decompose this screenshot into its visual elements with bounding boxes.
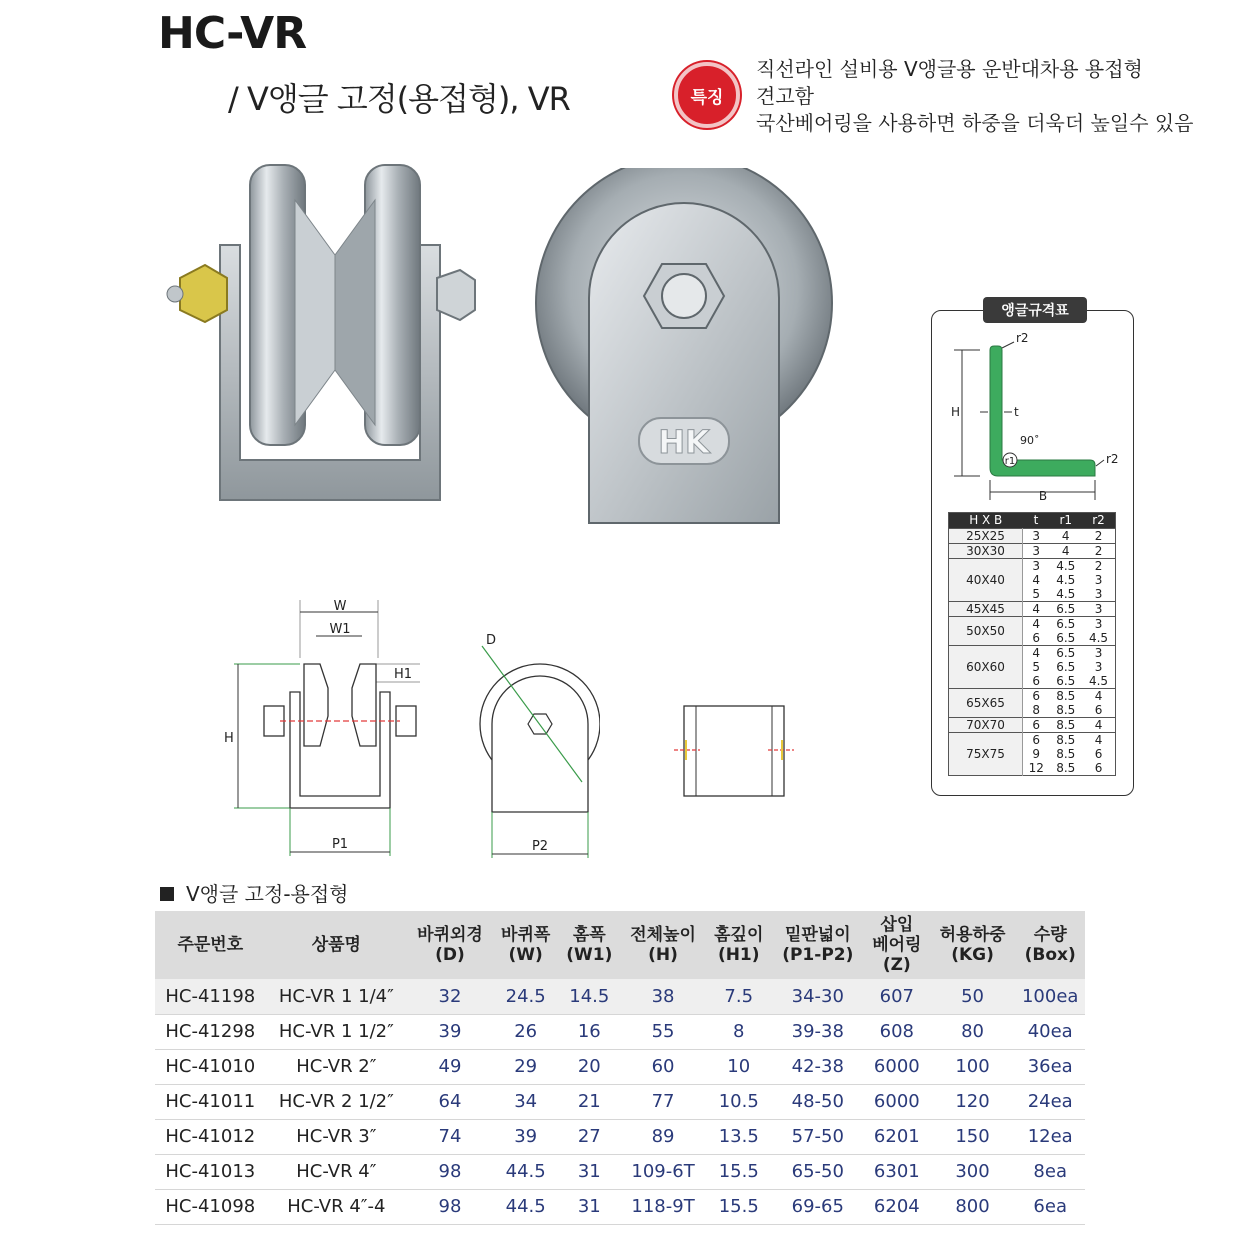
angle-value-cell: 3 bbox=[1082, 646, 1115, 661]
angle-spec-table bbox=[948, 512, 1116, 776]
angle-t-label: t bbox=[1014, 405, 1019, 419]
angle-value-cell: 2 bbox=[1082, 529, 1115, 544]
product-col-header-line: (D) bbox=[435, 945, 465, 965]
product-value-cell: 6000 bbox=[864, 1049, 930, 1084]
section-title-text: V앵글 고정-용접형 bbox=[186, 882, 349, 906]
angle-col-header: r2 bbox=[1082, 513, 1115, 529]
product-value-cell: 120 bbox=[930, 1084, 1016, 1119]
product-value-cell: 31 bbox=[558, 1154, 620, 1189]
angle-value-cell: 4 bbox=[1082, 733, 1115, 748]
angle-value-cell: 6 bbox=[1023, 689, 1050, 704]
feature-list bbox=[756, 56, 1194, 137]
dim-d-label: D bbox=[486, 633, 497, 648]
feature-line: 국산베어링을 사용하면 하중을 더욱더 높일수 있음 bbox=[756, 111, 1194, 135]
product-subtitle: / V앵글 고정(용접형), VR bbox=[228, 80, 570, 118]
product-value-cell: 65-50 bbox=[772, 1154, 865, 1189]
product-col-header-line: 삽입 bbox=[880, 915, 914, 935]
product-value-cell: 800 bbox=[930, 1189, 1016, 1224]
product-col-header-line: 상품명 bbox=[311, 935, 361, 955]
product-value-cell: 6201 bbox=[864, 1119, 930, 1154]
angle-value-cell: 4.5 bbox=[1088, 674, 1109, 688]
product-value-cell: 89 bbox=[620, 1119, 706, 1154]
angle-value-cell: 4 bbox=[1082, 718, 1115, 733]
angle-value-cell: 4.5 bbox=[1049, 559, 1082, 574]
product-col-header-line: (P1-P2) bbox=[782, 945, 854, 965]
product-value-cell: 16 bbox=[558, 1014, 620, 1049]
product-value-cell: 13.5 bbox=[706, 1119, 772, 1154]
product-col-header-line: (H) bbox=[648, 945, 678, 965]
angle-value-cell: 6.5 bbox=[1049, 602, 1082, 617]
angle-value-cell: 3 bbox=[1082, 602, 1115, 617]
order-number-cell: HC-41011 bbox=[155, 1084, 266, 1119]
angle-spec-row bbox=[949, 559, 1116, 574]
product-value-cell: 39 bbox=[407, 1014, 493, 1049]
angle-hb-cell: 30X30 bbox=[949, 544, 1023, 559]
angle-value-cell: 6 bbox=[1032, 674, 1041, 688]
product-value-cell: 20 bbox=[558, 1049, 620, 1084]
feature-badge: 특징 bbox=[674, 62, 740, 128]
angle-value-cell: 6.5 bbox=[1056, 631, 1076, 645]
product-value-cell: 608 bbox=[864, 1014, 930, 1049]
product-name-cell: HC-VR 4″ bbox=[266, 1154, 407, 1189]
angle-value-cell: 3 bbox=[1094, 573, 1103, 587]
product-value-cell: 69-65 bbox=[772, 1189, 865, 1224]
angle-r1-label: r1 bbox=[1004, 456, 1016, 467]
angle-spec-row bbox=[949, 733, 1116, 748]
product-photo-side bbox=[534, 168, 839, 528]
angle-value-cell: 6.5 bbox=[1049, 617, 1082, 632]
dim-p1-label: P1 bbox=[331, 837, 349, 852]
dim-w1-label: W1 bbox=[329, 622, 351, 637]
product-value-cell: 39 bbox=[493, 1119, 559, 1154]
product-value-cell: 8ea bbox=[1015, 1154, 1085, 1189]
feature-line: 직선라인 설비용 V앵글용 운반대차용 용접형 bbox=[756, 57, 1143, 81]
angle-value-cell: 8.5 bbox=[1056, 703, 1076, 717]
product-row bbox=[155, 1084, 1085, 1119]
product-value-cell: 32 bbox=[407, 979, 493, 1014]
product-col-header bbox=[266, 911, 407, 979]
product-name-cell: HC-VR 3″ bbox=[266, 1119, 407, 1154]
product-value-cell: 44.5 bbox=[493, 1189, 559, 1224]
product-name-cell: HC-VR 2 1/2″ bbox=[266, 1084, 407, 1119]
product-value-cell: 64 bbox=[407, 1084, 493, 1119]
product-col-header-line: 바퀴폭 bbox=[501, 925, 551, 945]
angle-spec-title: 앵글규격표 bbox=[983, 297, 1087, 323]
product-value-cell: 49 bbox=[407, 1049, 493, 1084]
product-col-header-line: 수량 bbox=[1033, 925, 1067, 945]
angle-value-cell: 4 bbox=[1032, 573, 1041, 587]
product-value-cell: 26 bbox=[493, 1014, 559, 1049]
angle-col-header: r1 bbox=[1049, 513, 1082, 529]
product-col-header bbox=[772, 911, 865, 979]
product-table bbox=[155, 911, 1085, 1225]
angle-value-cell: 3 bbox=[1023, 544, 1050, 559]
angle-r2-label: r2 bbox=[1016, 331, 1029, 345]
product-value-cell: 27 bbox=[558, 1119, 620, 1154]
angle-spec-row bbox=[949, 617, 1116, 632]
product-col-header-line: (H1) bbox=[717, 945, 760, 965]
hk-logo: HK bbox=[658, 423, 710, 461]
angle-hb-cell: 45X45 bbox=[949, 602, 1023, 617]
angle-value-cell: 4.5 bbox=[1056, 587, 1076, 601]
product-value-cell: 6000 bbox=[864, 1084, 930, 1119]
angle-spec-row bbox=[949, 689, 1116, 704]
angle-hb-cell: 75X75 bbox=[949, 733, 1023, 776]
angle-value-cell: 6 bbox=[1094, 747, 1103, 761]
angle-value-cell: 6 bbox=[1032, 631, 1041, 645]
product-value-cell: 34-30 bbox=[772, 979, 865, 1014]
product-row bbox=[155, 979, 1085, 1014]
order-number-cell: HC-41098 bbox=[155, 1189, 266, 1224]
product-value-cell: 24ea bbox=[1015, 1084, 1085, 1119]
product-col-header-line: 베어링 bbox=[872, 935, 922, 955]
product-col-header bbox=[493, 911, 559, 979]
angle-value-cell: 8.5 bbox=[1056, 761, 1076, 775]
product-col-header-line: (W) bbox=[508, 945, 543, 965]
angle-value-cell: 2 bbox=[1082, 544, 1115, 559]
angle-spec-row bbox=[949, 602, 1116, 617]
angle-value-cell: 4.5 bbox=[1088, 631, 1109, 645]
product-row bbox=[155, 1049, 1085, 1084]
product-col-header bbox=[1015, 911, 1085, 979]
angle-hb-cell: 70X70 bbox=[949, 718, 1023, 733]
product-col-header-line: (Box) bbox=[1024, 945, 1076, 965]
angle-value-cell: 6 bbox=[1023, 718, 1050, 733]
angle-value-cell: 8 bbox=[1032, 703, 1041, 717]
angle-spec-row bbox=[949, 718, 1116, 733]
product-value-cell: 300 bbox=[930, 1154, 1016, 1189]
angle-spec-row bbox=[949, 529, 1116, 544]
angle-r2-right-label: r2 bbox=[1106, 452, 1119, 466]
product-title: HC-VR bbox=[158, 8, 307, 59]
product-row bbox=[155, 1189, 1085, 1224]
angle-value-cell: 3 bbox=[1094, 660, 1103, 674]
product-value-cell: 8 bbox=[706, 1014, 772, 1049]
product-value-cell: 34 bbox=[493, 1084, 559, 1119]
product-value-cell: 60 bbox=[620, 1049, 706, 1084]
angle-spec-row bbox=[949, 544, 1116, 559]
angle-value-cell: 8.5 bbox=[1049, 689, 1082, 704]
angle-value-cell: 6.5 bbox=[1049, 646, 1082, 661]
product-value-cell: 6301 bbox=[864, 1154, 930, 1189]
dim-p2-label: P2 bbox=[531, 839, 549, 854]
angle-value-cell: 4 bbox=[1023, 602, 1050, 617]
angle-value-cell: 4 bbox=[1049, 544, 1082, 559]
technical-drawing-top bbox=[670, 700, 800, 804]
angle-value-cell: 4 bbox=[1082, 689, 1115, 704]
product-name-cell: HC-VR 2″ bbox=[266, 1049, 407, 1084]
angle-value-cell: 6.5 bbox=[1056, 674, 1076, 688]
product-value-cell: 57-50 bbox=[772, 1119, 865, 1154]
feature-line: 견고함 bbox=[756, 84, 814, 108]
dim-h-label: H bbox=[224, 731, 234, 746]
angle-value-cell: 8.5 bbox=[1049, 718, 1082, 733]
angle-value-cell: 3 bbox=[1094, 587, 1103, 601]
product-value-cell: 29 bbox=[493, 1049, 559, 1084]
product-value-cell: 14.5 bbox=[558, 979, 620, 1014]
angle-spec-row bbox=[949, 646, 1116, 661]
product-col-header bbox=[620, 911, 706, 979]
product-col-header-line: 홈폭 bbox=[572, 925, 606, 945]
product-value-cell: 98 bbox=[407, 1154, 493, 1189]
product-row bbox=[155, 1119, 1085, 1154]
angle-value-cell: 6 bbox=[1023, 733, 1050, 748]
product-value-cell: 607 bbox=[864, 979, 930, 1014]
product-value-cell: 7.5 bbox=[706, 979, 772, 1014]
product-col-header bbox=[407, 911, 493, 979]
angle-value-cell: 4 bbox=[1049, 529, 1082, 544]
product-col-header-line: 허용하중 bbox=[939, 925, 1006, 945]
angle-value-cell: 6 bbox=[1094, 703, 1103, 717]
product-value-cell: 150 bbox=[930, 1119, 1016, 1154]
dim-h1-label: H1 bbox=[394, 667, 413, 682]
product-photo-front bbox=[165, 160, 485, 530]
product-col-header bbox=[706, 911, 772, 979]
product-col-header-line: (W1) bbox=[566, 945, 613, 965]
angle-col-header: t bbox=[1023, 513, 1050, 529]
technical-drawing-front bbox=[220, 596, 440, 870]
product-name-cell: HC-VR 1 1/4″ bbox=[266, 979, 407, 1014]
angle-value-cell: 4.5 bbox=[1056, 573, 1076, 587]
angle-value-cell: 2 bbox=[1082, 559, 1115, 574]
angle-value-cell: 4 bbox=[1023, 646, 1050, 661]
product-value-cell: 74 bbox=[407, 1119, 493, 1154]
product-value-cell: 77 bbox=[620, 1084, 706, 1119]
dim-w-label: W bbox=[333, 599, 347, 614]
product-row bbox=[155, 1154, 1085, 1189]
product-value-cell: 12ea bbox=[1015, 1119, 1085, 1154]
angle-value-cell: 12 bbox=[1028, 761, 1044, 775]
product-row bbox=[155, 1014, 1085, 1049]
angle-section-diagram bbox=[940, 330, 1130, 514]
product-value-cell: 6ea bbox=[1015, 1189, 1085, 1224]
product-col-header-line: 전체높이 bbox=[630, 925, 696, 945]
product-value-cell: 21 bbox=[558, 1084, 620, 1119]
angle-b-label: B bbox=[1038, 489, 1048, 503]
order-number-cell: HC-41013 bbox=[155, 1154, 266, 1189]
angle-col-header: H X B bbox=[949, 513, 1023, 529]
angle-value-cell: 5 bbox=[1032, 660, 1041, 674]
product-value-cell: 31 bbox=[558, 1189, 620, 1224]
product-value-cell: 42-38 bbox=[772, 1049, 865, 1084]
product-col-header-line: 바퀴외경 bbox=[417, 925, 483, 945]
product-col-header bbox=[155, 911, 266, 979]
product-value-cell: 44.5 bbox=[493, 1154, 559, 1189]
technical-drawing-side bbox=[470, 626, 600, 870]
order-number-cell: HC-41298 bbox=[155, 1014, 266, 1049]
angle-value-cell: 6 bbox=[1094, 761, 1103, 775]
angle-value-cell: 3 bbox=[1082, 617, 1115, 632]
product-value-cell: 15.5 bbox=[706, 1189, 772, 1224]
product-value-cell: 24.5 bbox=[493, 979, 559, 1014]
product-value-cell: 100ea bbox=[1015, 979, 1085, 1014]
product-value-cell: 50 bbox=[930, 979, 1016, 1014]
order-number-cell: HC-41012 bbox=[155, 1119, 266, 1154]
product-value-cell: 15.5 bbox=[706, 1154, 772, 1189]
product-value-cell: 36ea bbox=[1015, 1049, 1085, 1084]
product-col-header-line: 밑판넓이 bbox=[784, 925, 851, 945]
product-value-cell: 55 bbox=[620, 1014, 706, 1049]
angle-value-cell: 6.5 bbox=[1056, 660, 1076, 674]
angle-value-cell: 9 bbox=[1032, 747, 1041, 761]
angle-hb-cell: 40X40 bbox=[949, 559, 1023, 602]
product-col-header bbox=[930, 911, 1016, 979]
product-value-cell: 80 bbox=[930, 1014, 1016, 1049]
product-col-header-line: 주문번호 bbox=[177, 935, 244, 955]
product-value-cell: 118-9T bbox=[620, 1189, 706, 1224]
product-value-cell: 39-38 bbox=[772, 1014, 865, 1049]
square-bullet-icon bbox=[160, 887, 174, 901]
product-col-header bbox=[864, 911, 930, 979]
product-value-cell: 98 bbox=[407, 1189, 493, 1224]
product-value-cell: 10 bbox=[706, 1049, 772, 1084]
angle-hb-cell: 50X50 bbox=[949, 617, 1023, 646]
angle-value-cell: 3 bbox=[1023, 529, 1050, 544]
product-col-header-line: (Z) bbox=[882, 955, 911, 975]
angle-hb-cell: 60X60 bbox=[949, 646, 1023, 689]
angle-value-cell: 8.5 bbox=[1056, 747, 1076, 761]
angle-h-label: H bbox=[950, 405, 960, 419]
angle-value-cell: 3 bbox=[1023, 559, 1050, 574]
order-number-cell: HC-41010 bbox=[155, 1049, 266, 1084]
section-title bbox=[160, 878, 349, 907]
angle-value-cell: 8.5 bbox=[1049, 733, 1082, 748]
product-value-cell: 6204 bbox=[864, 1189, 930, 1224]
angle-hb-cell: 65X65 bbox=[949, 689, 1023, 718]
product-name-cell: HC-VR 1 1/2″ bbox=[266, 1014, 407, 1049]
product-value-cell: 48-50 bbox=[772, 1084, 865, 1119]
angle-90-label: 90˚ bbox=[1020, 434, 1040, 447]
angle-hb-cell: 25X25 bbox=[949, 529, 1023, 544]
angle-value-cell: 5 bbox=[1032, 587, 1041, 601]
product-col-header-line: (KG) bbox=[951, 945, 994, 965]
order-number-cell: HC-41198 bbox=[155, 979, 266, 1014]
product-col-header bbox=[558, 911, 620, 979]
product-col-header-line: 홈깊이 bbox=[714, 925, 764, 945]
product-value-cell: 10.5 bbox=[706, 1084, 772, 1119]
product-value-cell: 40ea bbox=[1015, 1014, 1085, 1049]
product-name-cell: HC-VR 4″-4 bbox=[266, 1189, 407, 1224]
product-value-cell: 100 bbox=[930, 1049, 1016, 1084]
angle-value-cell: 4 bbox=[1023, 617, 1050, 632]
product-value-cell: 109-6T bbox=[620, 1154, 706, 1189]
product-value-cell: 38 bbox=[620, 979, 706, 1014]
